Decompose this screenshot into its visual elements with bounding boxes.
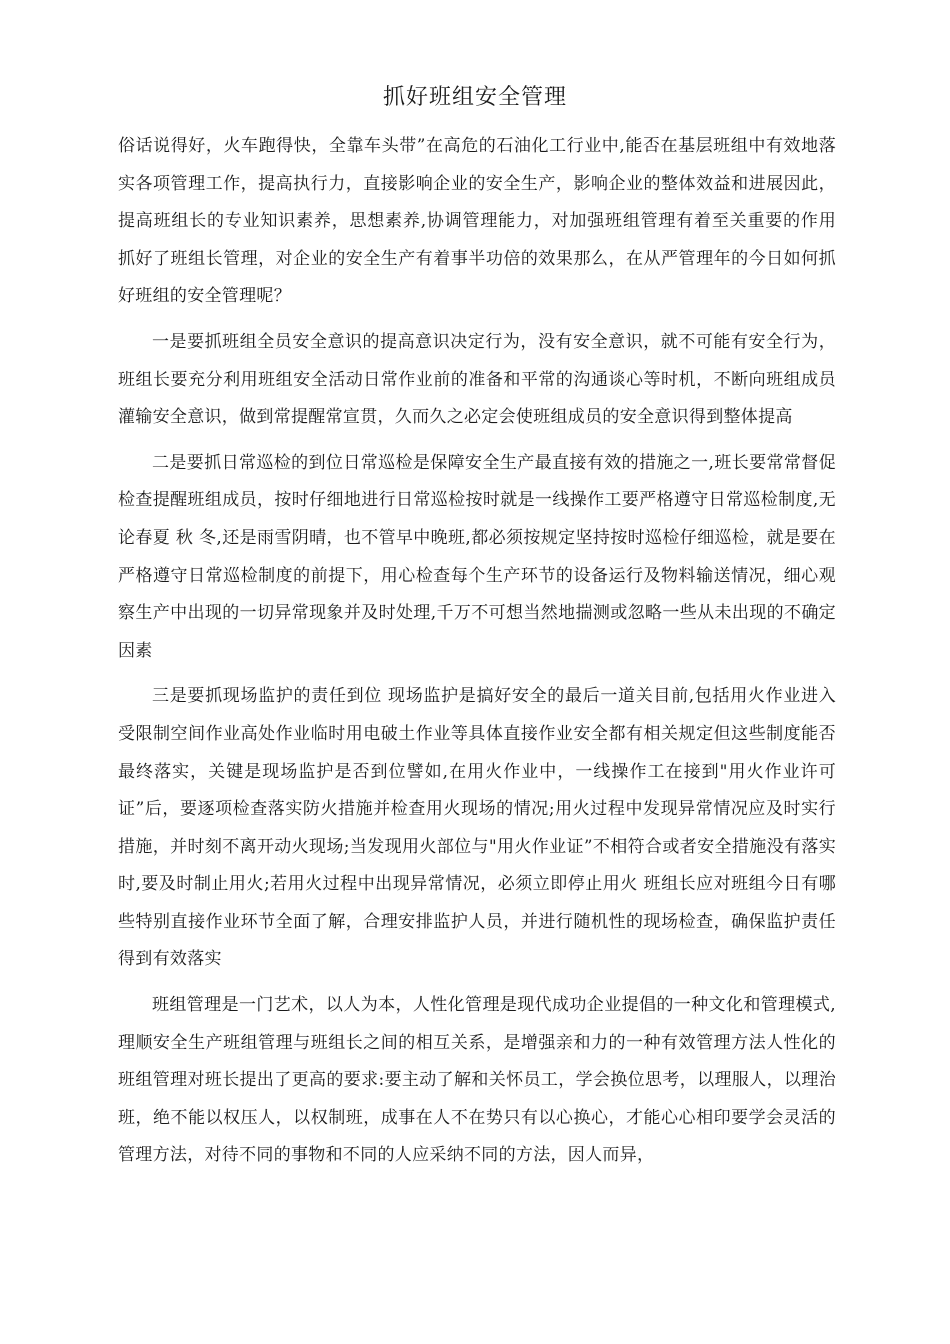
document-title: 抓好班组安全管理 bbox=[382, 85, 567, 110]
paragraph-safety-awareness: 一是要抓班组全员安全意识的提高意识决定行为，没有安全意识，就不可能有安全行为，班组长要充分利用班组安全活动日常作业前的准备和平常的沟通谈心等时机，不断向班组成员灌输安全意识，做到常提醒常宣贯，久而久之必定会使班组成员的安全意识得到整体提高 bbox=[118, 331, 836, 428]
paragraph-daily-inspection: 二是要抓日常巡检的到位日常巡检是保障安全生产最直接有效的措施之一,班长要常常督促检查提醒班组成员，按时仔细地进行日常巡检按时就是一线操作工要严格遵守日常巡检制度,无论春夏 秋 冬,还是雨雪阴晴，也不管早中晚班,都必须按规定坚持按时巡检仔细巡检，就是要在严格遵守日常巡检制度的前提下，用心检查每个生产环节的设备运行及物料输送情况，细心观察生产中出现的一切异常现象并及时处理,千万不可想当然地揣测或忽略一些从未出现的不确定因素 bbox=[118, 452, 836, 661]
paragraph-onsite-supervision: 三是要抓现场监护的责任到位 现场监护是搞好安全的最后一道关目前,包括用火作业进入受限制空间作业高处作业临时用电破土作业等具体直接作业安全都有相关规定但这些制度能否最终落实，关键是现场监护是否到位譬如,在用火作业中，一线操作工在接到"用火作业许可证”后，要逐项检查落实防火措施并检查用火现场的情况;用火过程中发现异常情况应及时实行措施，并时刻不离开动火现场;当发现用火部位与"用火作业证”不相符合或者安全措施没有落实时,要及时制止用火;若用火过程中出现异常情况，必须立即停止用火 班组长应对班组今日有哪些特别直接作业环节全面了解，合理安排监护人员，并进行随机性的现场检查，确保监护责任得到有效落实 bbox=[118, 686, 836, 970]
document-body bbox=[118, 128, 836, 1183]
paragraph-team-management: 班组管理是一门艺术，以人为本，人性化管理是现代成功企业提倡的一种文化和管理模式,理顺安全生产班组管理与班组长之间的相互关系，是增强亲和力的一种有效管理方法人性化的班组管理对班长提出了更高的要求:要主动了解和关怀员工，学会换位思考，以理服人，以理治班，绝不能以权压人，以权制班，成事在人不在势只有以心换心，才能心心相印要学会灵活的管理方法，对待不同的事物和不同的人应采纳不同的方法，因人而异， bbox=[118, 995, 836, 1166]
paragraph-intro: 俗话说得好，火车跑得快，全靠车头带”在高危的石油化工行业中,能否在基层班组中有效地落实各项管理工作，提高执行力，直接影响企业的安全生产，影响企业的整体效益和进展因此，提高班组长的专业知识素养，思想素养,协调管理能力，对加强班组管理有着至关重要的作用 抓好了班组长管理，对企业的安全生产有着事半功倍的效果那么，在从严管理年的今日如何抓好班组的安全管理呢？ bbox=[118, 136, 836, 307]
